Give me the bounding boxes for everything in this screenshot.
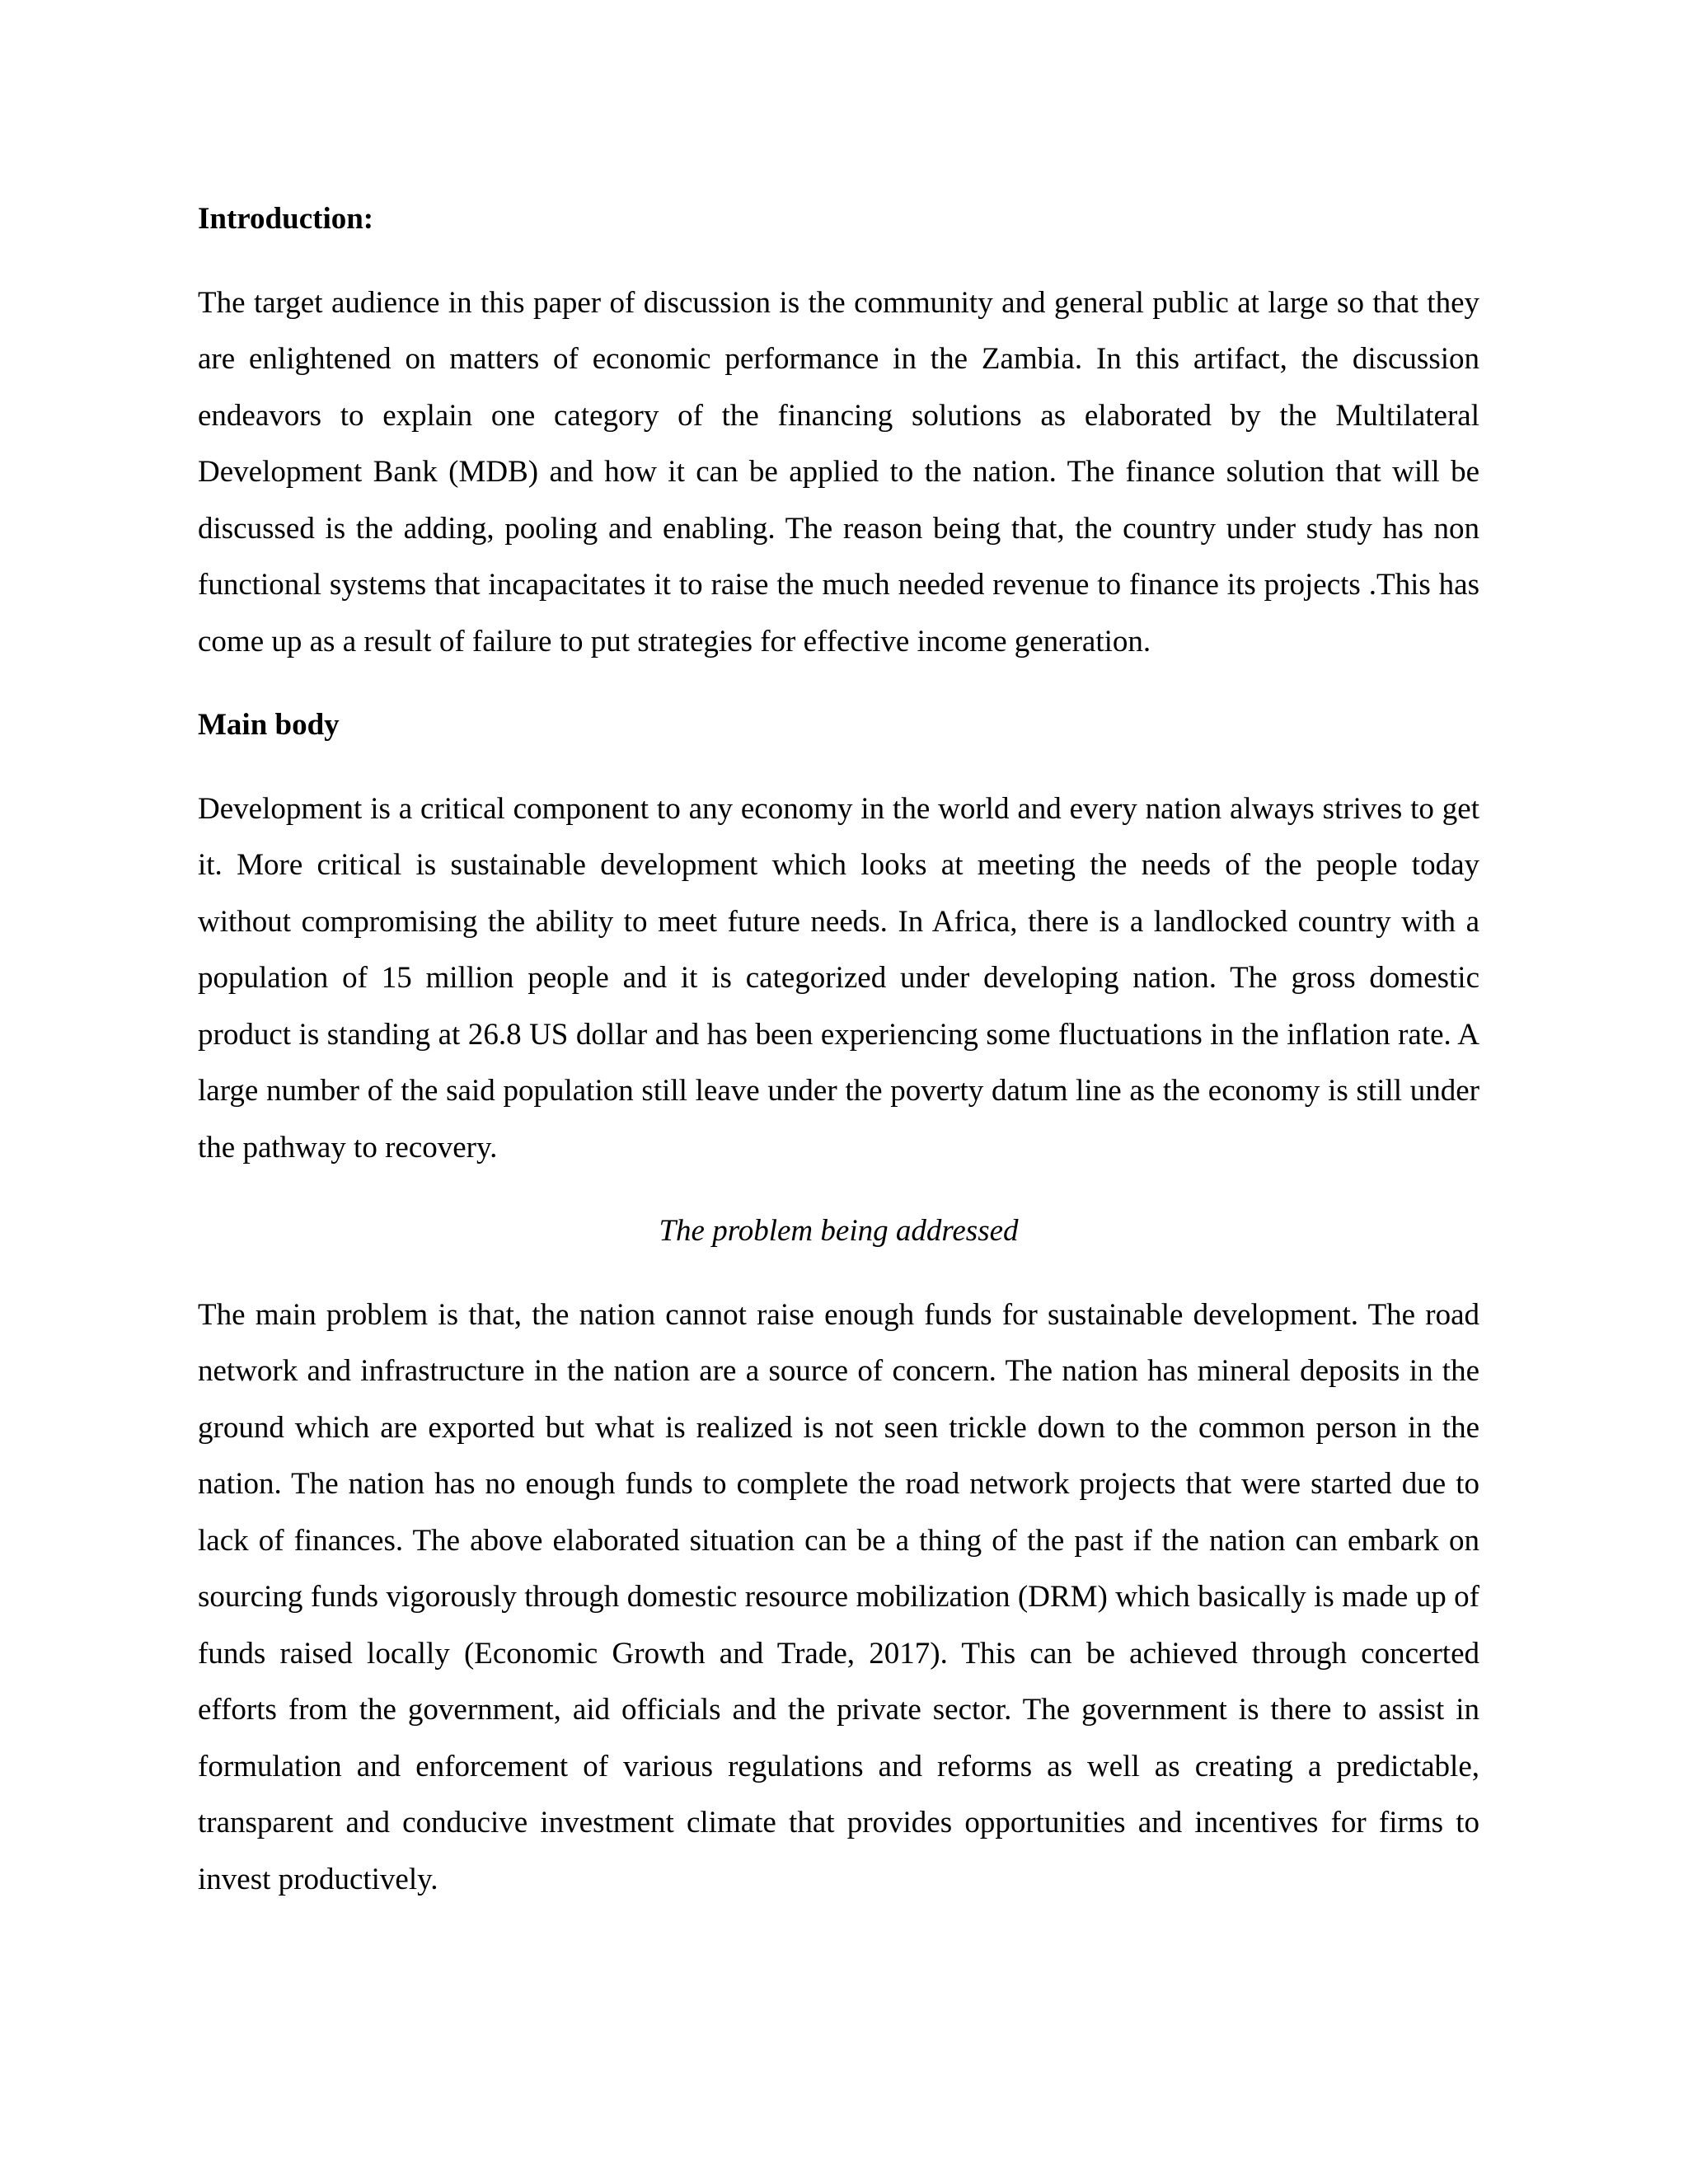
introduction-heading: Introduction: — [198, 202, 374, 236]
main-body-heading: Main body — [198, 708, 340, 742]
problem-paragraph: The main problem is that, the nation cannot raise enough funds for sustainable development. The road network and infrastructure in the nation are a source of concern. The nation has mineral deposits in the ground which are exported but what is realized is not seen trickle down to the common person in the nation. The nation has no enough funds to complete the road network projects that were started due to lack of finances. The above elaborated situation can be a thing of the past if the nation can embark on sourcing funds vigorously through domestic resource mobilization (DRM) which basically is made up of funds raised locally (Economic Growth and Trade, 2017). This can be achieved through concerted efforts from the government, aid officials and the private sector. The government is there to assist in formulation and enforcement of various regulations and reforms as well as creating a predictable, transparent and conducive investment climate that provides opportunities and incentives for firms to invest productively. — [198, 1297, 1479, 1896]
main-body-paragraph: Development is a critical component to any economy in the world and every nation always strives to get it. More critical is sustainable development which looks at meeting the needs of the people today without compromising the ability to meet future needs. In Africa, there is a landlocked country with a population of 15 million people and it is categorized under developing nation. The gross domestic product is standing at 26.8 US dollar and has been experiencing some fluctuations in the inflation rate. A large number of the said population still leave under the poverty datum line as the economy is still under the pathway to recovery. — [198, 791, 1479, 1165]
document-body — [198, 191, 1479, 1908]
introduction-paragraph: The target audience in this paper of discussion is the community and general public at large so that they are enlightened on matters of economic performance in the Zambia. In this artifact, the discussion endeavors to explain one category of the financing solutions as elaborated by the Multilateral Development Bank (MDB) and how it can be applied to the nation. The finance solution that will be discussed is the adding, pooling and enabling. The reason being that, the country under study has non functional systems that incapacitates it to raise the much needed revenue to finance its projects .This has come up as a result of failure to put strategies for effective income generation. — [198, 285, 1479, 658]
problem-subheading: The problem being addressed — [659, 1214, 1019, 1248]
